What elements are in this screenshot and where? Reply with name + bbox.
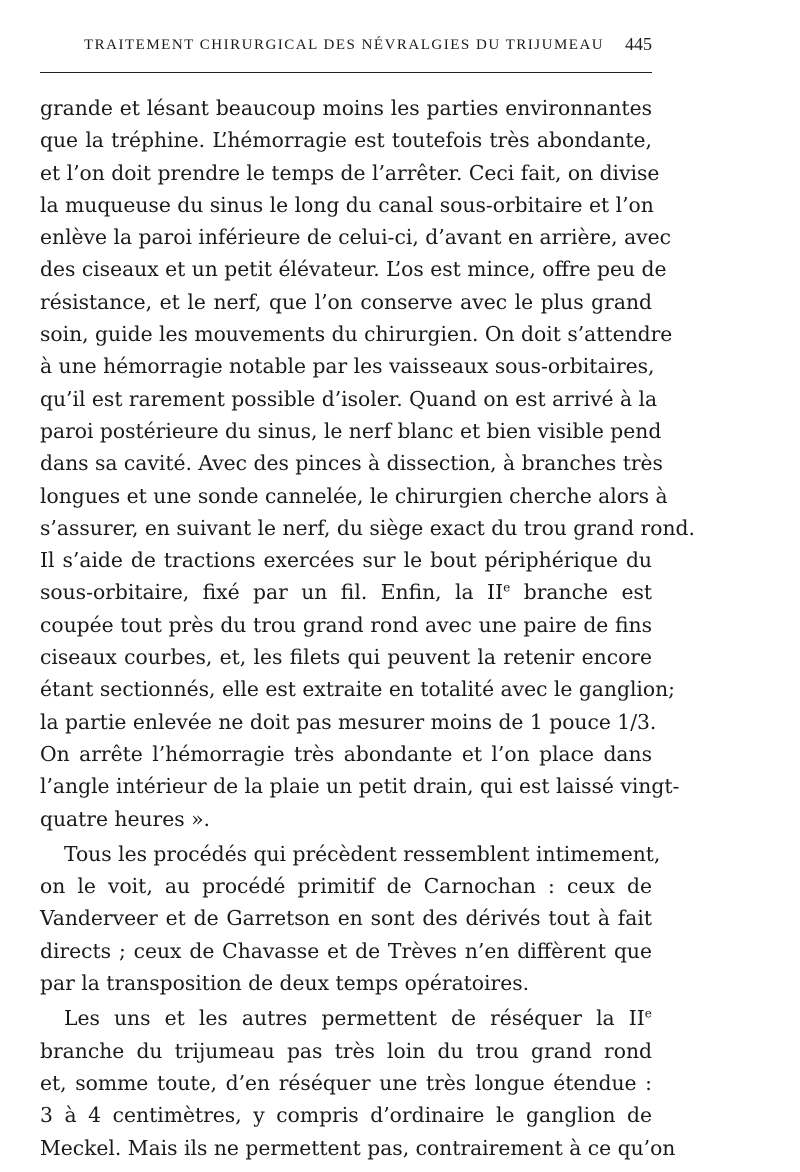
header-rule	[40, 72, 652, 73]
text-line: longues et une sonde cannelée, le chirurgien cherche alors à	[40, 483, 668, 508]
text-line: l’angle intérieur de la plaie un petit drain, qui est laissé vingt-	[40, 774, 680, 799]
text-line: quatre heures ».	[40, 806, 210, 831]
text-line: et, somme toute, d’en réséquer une très longue étendue :	[40, 1070, 652, 1095]
text-line: grande et lésant beaucoup moins les parties environnantes	[40, 96, 652, 120]
paragraph-1	[40, 92, 695, 835]
paragraph-2	[40, 838, 661, 999]
text-line: Tous les procédés qui précèdent ressemblent intimement,	[64, 841, 661, 866]
superscript: e	[644, 1007, 652, 1022]
text-line: branche du trijumeau pas très loin du trou grand rond	[40, 1038, 652, 1063]
text-line: la muqueuse du sinus le long du canal sous-orbitaire et l’on	[40, 192, 654, 217]
text-line: dans sa cavité. Avec des pinces à dissection, à branches très	[40, 451, 663, 476]
text-line: coupée tout près du trou grand rond avec une paire de fins	[40, 612, 652, 637]
text-line: On arrête l’hémorragie très abondante et l’on place dans	[40, 741, 652, 766]
text-line: qu’il est rarement possible d’isoler. Quand on est arrivé à la	[40, 386, 658, 411]
text-line: Vanderveer et de Garretson en sont des dérivés tout à fait	[40, 906, 652, 931]
line-head: Les uns et les autres permettent de réséquer la II	[64, 1006, 645, 1031]
page-header	[84, 34, 652, 58]
text-line-with-superscript	[40, 1002, 652, 1034]
line-head: sous-orbitaire, fixé par un fil. Enfin, la II	[40, 580, 504, 605]
text-line: étant sectionnés, elle est extraite en totalité avec le ganglion;	[40, 677, 676, 702]
page-number: 445	[625, 34, 652, 54]
text-line: par la transposition de deux temps opératoires.	[40, 971, 530, 996]
text-line: paroi postérieure du sinus, le nerf blanc et bien visible pend	[40, 418, 662, 443]
text-line: soin, guide les mouvements du chirurgien. On doit s’attendre	[40, 322, 673, 347]
text-line: ciseaux courbes, et, les filets qui peuvent la retenir encore	[40, 645, 652, 670]
line-tail: branche est	[523, 580, 653, 605]
text-line: 3 à 4 centimètres, y compris d’ordinaire le ganglion de	[40, 1103, 652, 1128]
text-line: à une hémorragie notable par les vaisseaux sous-orbitaires,	[40, 354, 655, 379]
text-line: résistance, et le nerf, que l’on conserve avec le plus grand	[40, 289, 652, 314]
text-line: on le voit, au procédé primitif de Carnochan : ceux de	[40, 874, 652, 899]
running-title: TRAITEMENT CHIRURGICAL DES NÉVRALGIES DU TRIJUMEAU	[84, 37, 605, 53]
text-line: et l’on doit prendre le temps de l’arrêter. Ceci fait, on divise	[40, 160, 660, 185]
text-line: des ciseaux et un petit élévateur. L’os est mince, offre peu de	[40, 257, 667, 282]
text-line: Il s’aide de tractions exercées sur le bout périphérique du	[40, 548, 652, 573]
text-line: directs ; ceux de Chavasse et de Trèves n’en diffèrent que	[40, 938, 652, 963]
text-line: enlève la paroi inférieure de celui-ci, d’avant en arrière, avec	[40, 225, 671, 250]
superscript: e	[503, 581, 511, 596]
body-text	[40, 92, 695, 1164]
text-line-with-superscript	[40, 576, 652, 608]
text-line: la partie enlevée ne doit pas mesurer moins de 1 pouce 1/3.	[40, 709, 657, 734]
text-line: Meckel. Mais ils ne permettent pas, contrairement à ce qu’on	[40, 1135, 676, 1160]
text-line: s’assurer, en suivant le nerf, du siège exact du trou grand rond.	[40, 515, 695, 540]
text-line: que la tréphine. L’hémorragie est toutefois très abondante,	[40, 128, 652, 153]
paragraph-3	[40, 1002, 676, 1163]
